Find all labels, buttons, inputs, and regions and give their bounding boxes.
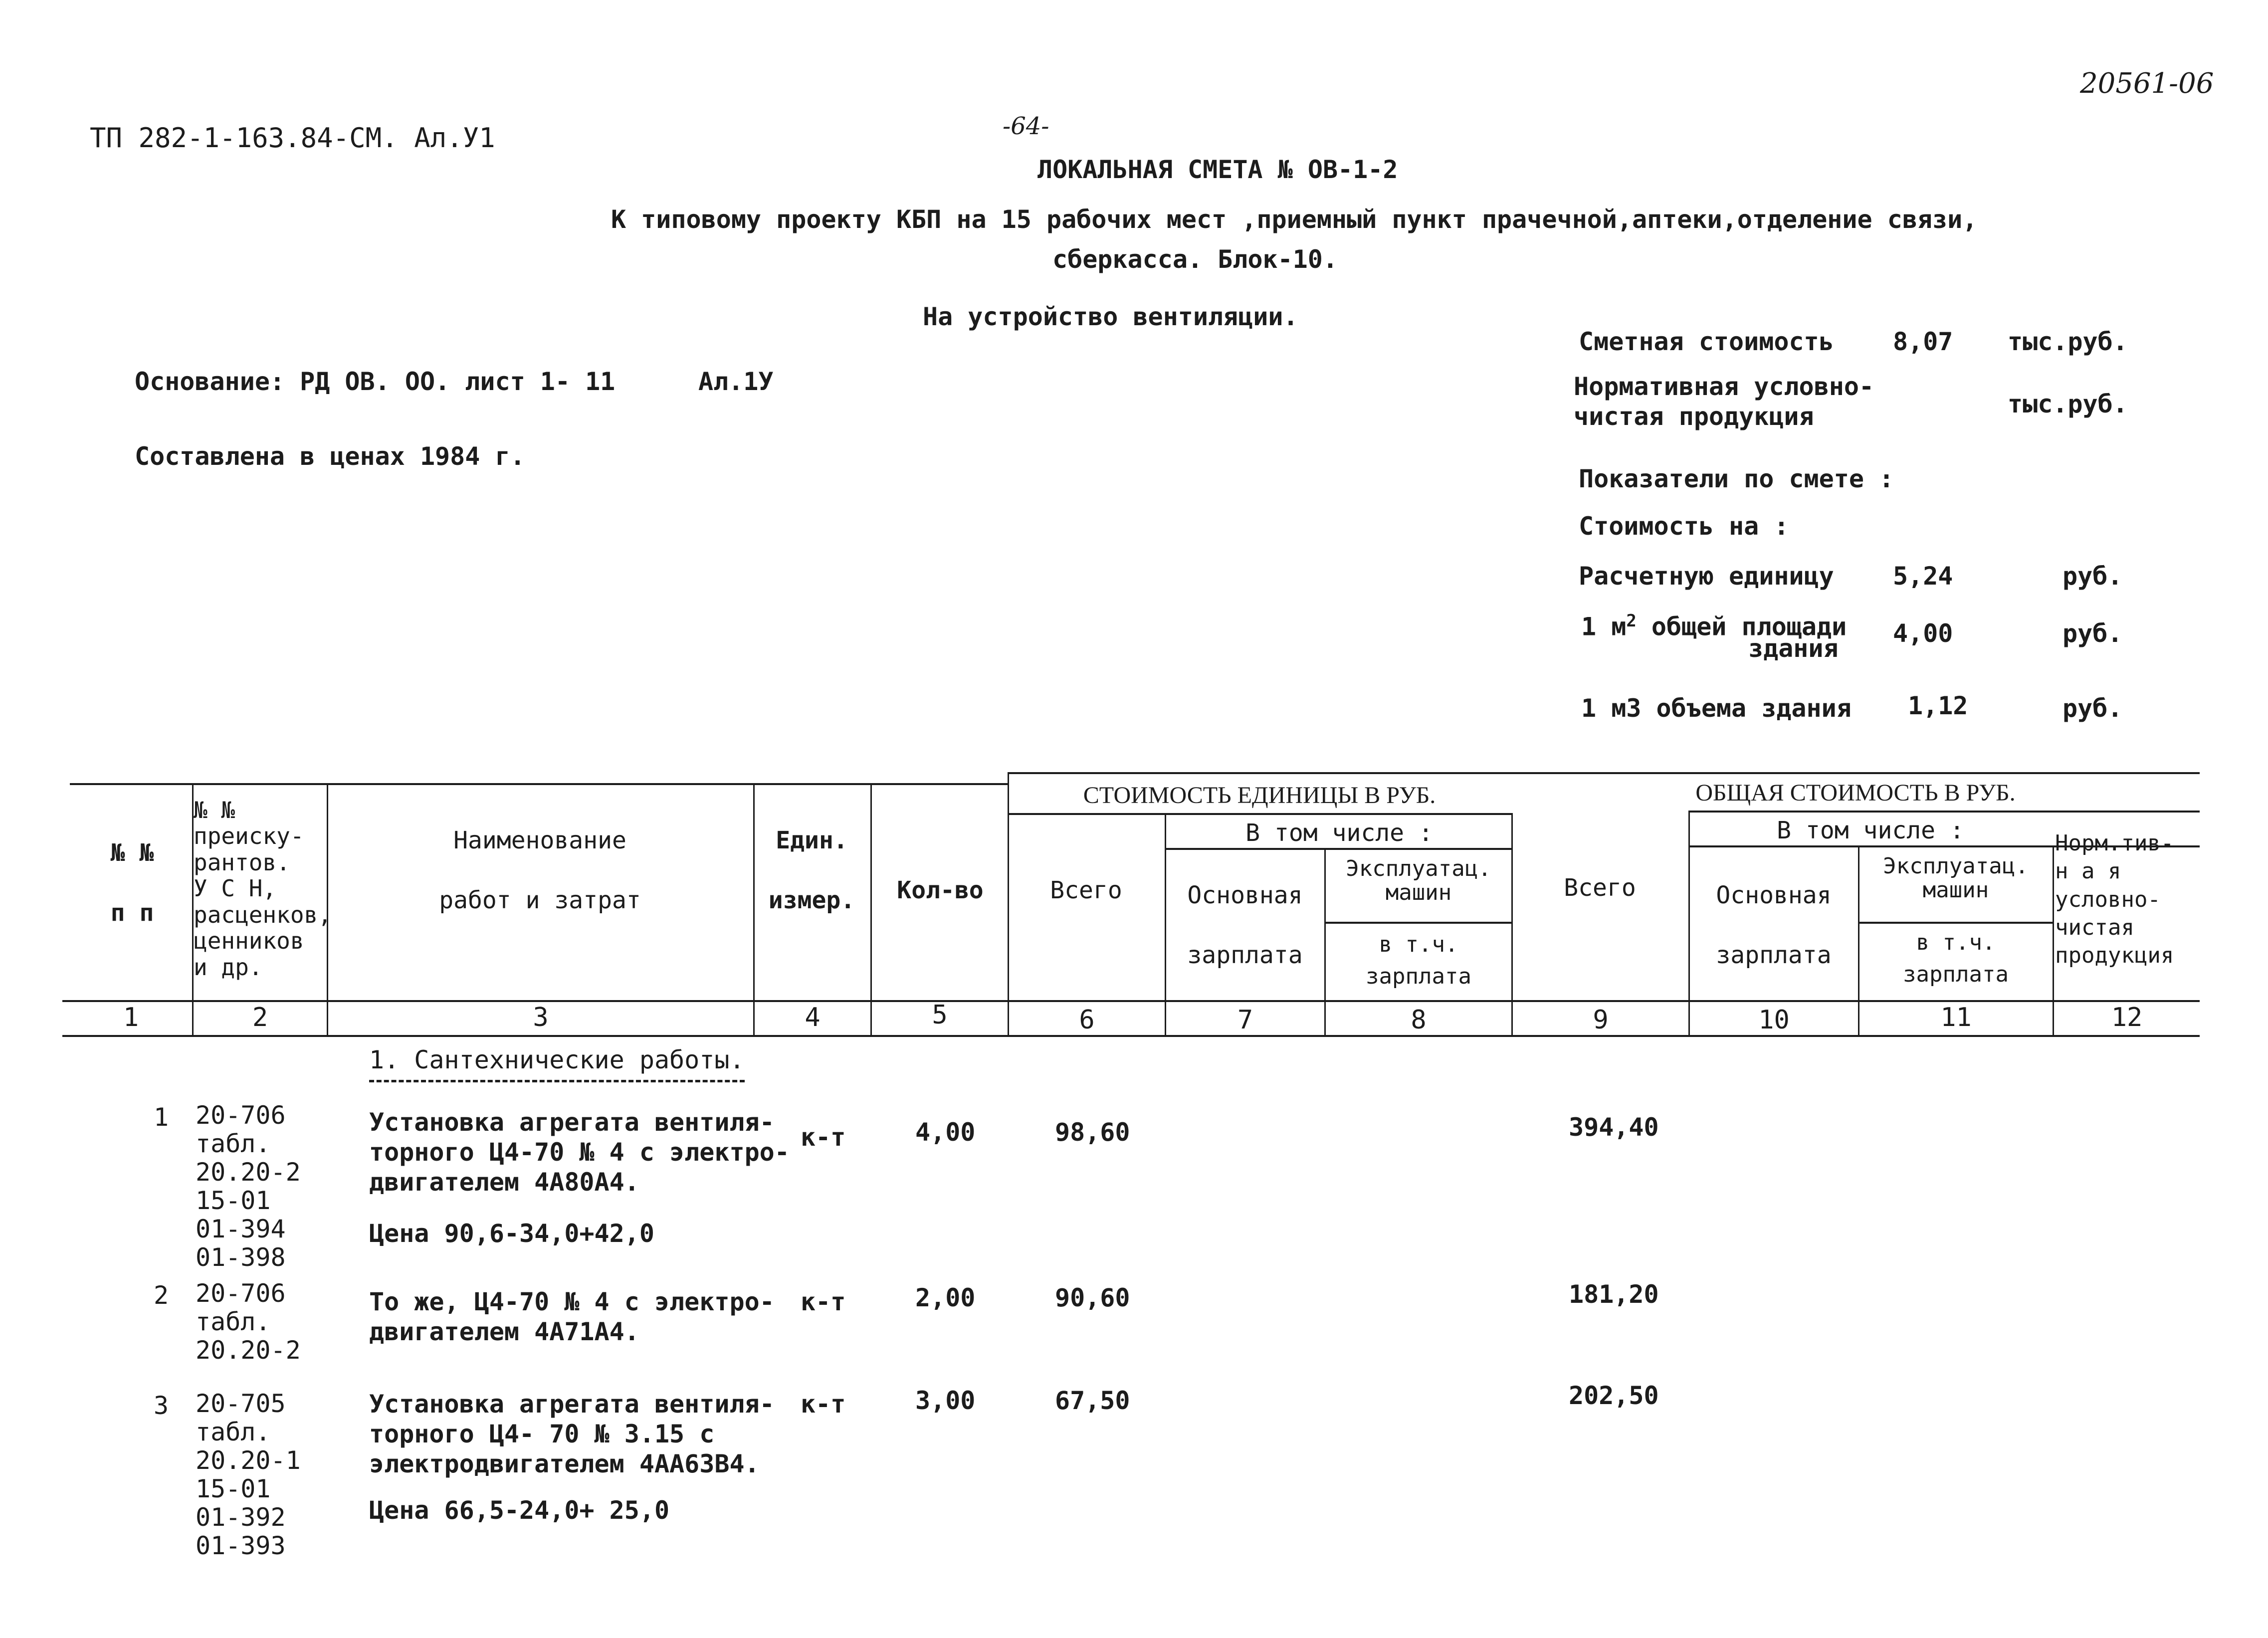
column-number: 2 (252, 1003, 268, 1032)
estimated-cost-label: Сметная стоимость (1579, 327, 1834, 356)
header-unit-machine-wages: в т.ч. зарплата (1366, 932, 1471, 989)
document-subtitle-line1: К типовому проекту КБП на 15 рабочих мест ,приемный пункт прачечной,аптеки,отделение связи, (611, 205, 1978, 234)
row-pricelist-refs: 20-706 табл. 20.20-2 (196, 1279, 301, 1365)
column-number: 9 (1593, 1005, 1609, 1035)
unit-cost-value: 5,24 (1893, 562, 1953, 591)
volume-cost-value: 1,12 (1908, 691, 1968, 720)
album-reference: Ал.1У (698, 367, 774, 396)
column-number: 5 (932, 1000, 948, 1030)
column-number: 8 (1411, 1005, 1427, 1035)
work-purpose: На устройство вентиляции. (923, 302, 1298, 331)
header-pricelist-refs: № № преиску- рантов. У С Н, расценков, ценников и др. (194, 797, 332, 981)
header-unit-wages: Основная зарплата (1187, 881, 1303, 969)
header-unit-incl: В том числе : (1245, 819, 1433, 847)
header-work-name: Наименование работ и затрат (439, 826, 641, 914)
section-title: 1. Сантехнические работы. (369, 1045, 745, 1082)
header-total-machine-wages: в т.ч. зарплата (1903, 930, 2009, 987)
header-unit: Един. измер. (768, 826, 855, 914)
area-cost-label: 1 $м^2$ общей площади (1581, 611, 1847, 641)
header-quantity: Кол-во (897, 876, 984, 904)
indicators-label: Показатели по смете : (1579, 464, 1894, 493)
column-number: 12 (2111, 1003, 2143, 1032)
price-level: Составлена в ценах 1984 г. (135, 442, 525, 471)
area-cost-label-line2: здания (1748, 634, 1839, 663)
column-number: 7 (1237, 1005, 1253, 1035)
row-number: 3 (154, 1391, 169, 1420)
row-price-note: Цена 66,5-24,0+ 25,0 (369, 1496, 670, 1525)
column-number: 1 (123, 1003, 139, 1032)
header-item-number: № № п п (110, 839, 154, 927)
net-production-label: Нормативная условно- чистая продукция (1574, 372, 1874, 431)
net-production-unit: тыс.руб. (2008, 390, 2128, 418)
row-work-name: Установка агрегата вентиля- торного Ц4-70 № 4 с электро- двигателем 4А80А4. (369, 1108, 790, 1197)
column-number: 3 (533, 1003, 549, 1032)
header-unit-machines: Эксплуатац. машин (1346, 856, 1491, 906)
column-number: 4 (805, 1003, 821, 1032)
volume-cost-unit: руб. (2062, 694, 2123, 723)
row-unit: к-т (801, 1390, 846, 1419)
column-number: 11 (1940, 1003, 1972, 1032)
row-price-note: Цена 90,6-34,0+42,0 (369, 1219, 654, 1248)
row-total: 394,40 (1569, 1113, 1659, 1142)
row-quantity: 2,00 (915, 1283, 976, 1312)
header-unit-cost: СТОИМОСТЬ ЕДИНИЦЫ В РУБ. (1083, 782, 1436, 809)
row-quantity: 3,00 (915, 1386, 976, 1415)
page-number: -64- (1003, 112, 1049, 140)
basis-reference: Основание: РД ОВ. ОО. лист 1- 11 (135, 367, 616, 396)
row-pricelist-refs: 20-706 табл. 20.20-2 15-01 01-394 01-398 (196, 1101, 301, 1272)
header-total-wages: Основная зарплата (1716, 881, 1832, 969)
header-total-incl: В том числе : (1777, 817, 1964, 844)
row-unit-total: 67,50 (1055, 1386, 1130, 1415)
row-number: 2 (154, 1281, 169, 1310)
row-unit-total: 90,60 (1055, 1283, 1130, 1312)
header-unit-total: Всего (1050, 876, 1122, 904)
row-work-name: Установка агрегата вентиля- торного Ц4- 70 № 3.15 с электродвигателем 4АА63В4. (369, 1390, 775, 1478)
header-net-production: Норм.тив- н а я условно- чистая продукция (2055, 830, 2174, 969)
area-cost-unit: руб. (2062, 619, 2123, 648)
column-number: 6 (1079, 1005, 1095, 1035)
header-total-machines: Эксплуатац. машин (1883, 853, 2029, 903)
document-subtitle-line2: сберкасса. Блок-10. (1052, 245, 1338, 274)
row-unit: к-т (801, 1123, 846, 1152)
column-number: 10 (1758, 1005, 1790, 1035)
estimated-cost-unit: тыс.руб. (2008, 327, 2128, 356)
row-work-name: То же, Ц4-70 № 4 с электро- двигателем 4А71А4. (369, 1287, 775, 1346)
row-unit: к-т (801, 1287, 846, 1316)
row-total: 181,20 (1569, 1280, 1659, 1309)
cost-per-label: Стоимость на : (1579, 512, 1789, 541)
volume-cost-label: 1 м3 объема здания (1581, 694, 1852, 723)
estimated-cost-value: 8,07 (1893, 327, 1953, 356)
row-pricelist-refs: 20-705 табл. 20.20-1 15-01 01-392 01-393 (196, 1389, 301, 1560)
row-unit-total: 98,60 (1055, 1118, 1130, 1147)
header-total-cost: ОБЩАЯ СТОИМОСТЬ В РУБ. (1695, 780, 2016, 806)
row-total: 202,50 (1569, 1381, 1659, 1410)
area-cost-value: 4,00 (1893, 619, 1953, 648)
archive-number: 20561-06 (2080, 67, 2214, 100)
unit-cost-unit: руб. (2062, 562, 2123, 591)
unit-cost-label: Расчетную единицу (1579, 562, 1834, 591)
document-code: ТП 282-1-163.84-СМ. Ал.У1 (90, 122, 495, 154)
row-quantity: 4,00 (915, 1118, 976, 1147)
row-number: 1 (154, 1103, 169, 1132)
header-total: Всего (1564, 874, 1636, 902)
document-title: ЛОКАЛЬНАЯ СМЕТА № ОВ-1-2 (1037, 155, 1398, 184)
